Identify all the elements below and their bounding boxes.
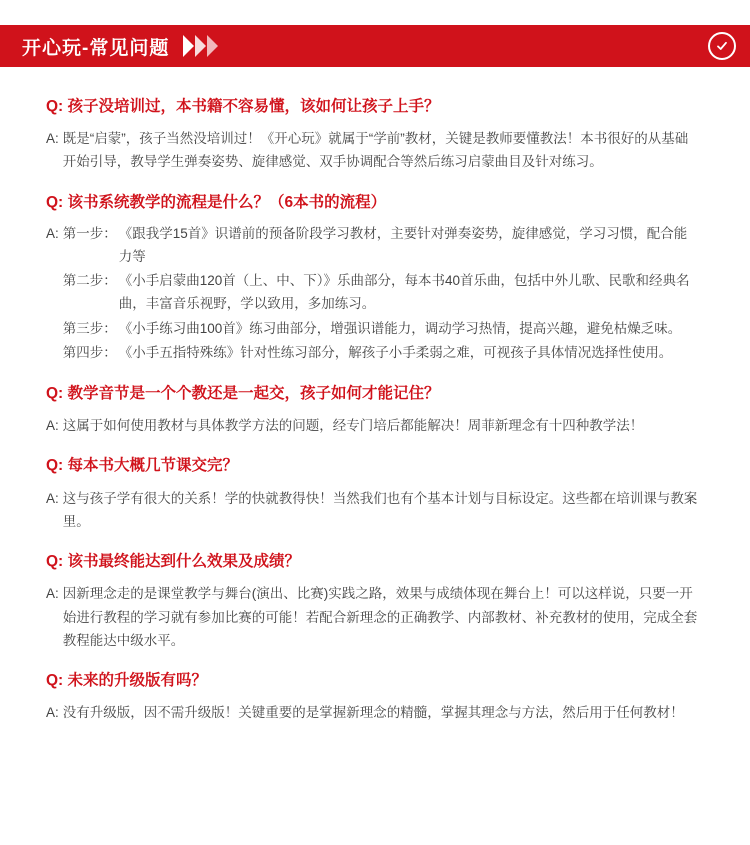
faq-item <box>46 669 700 724</box>
answer-prefix: A: <box>46 225 59 241</box>
faq-content <box>0 67 750 725</box>
faq-answer <box>46 127 700 173</box>
faq-question: Q: 该书系统教学的流程是什么？（6本书的流程） <box>46 193 387 211</box>
faq-answer <box>46 223 700 365</box>
answer-prefix: A: <box>46 131 59 147</box>
answer-prefix: A: <box>46 418 59 434</box>
answer-prefix: A: <box>46 586 59 602</box>
faq-item <box>46 550 700 652</box>
faq-page <box>0 25 750 845</box>
list-item <box>63 342 700 365</box>
faq-question: Q: 孩子没培训过，本书籍不容易懂，该如何让孩子上手？ <box>46 98 440 115</box>
answer-text: 这与孩子学有很大的关系！学的快就教得快！当然我们也有个基本计划与目标设定。这些都在培训课与教案里。 <box>62 490 698 529</box>
step-label: 第二步： <box>62 273 117 289</box>
faq-answer <box>46 582 700 652</box>
list-item <box>63 223 700 268</box>
faq-item <box>46 191 700 365</box>
list-item <box>63 270 700 315</box>
step-label: 第三步： <box>62 320 117 336</box>
faq-question: Q: 教学音节是一个个教还是一起交，孩子如何才能记住？ <box>46 384 440 402</box>
step-label: 第一步： <box>62 225 117 241</box>
faq-item <box>46 382 700 437</box>
step-text: 《小手启蒙曲120首（上、中、下）》乐曲部分，每本书40首乐曲，包括中外儿歌、民歌和经典名曲，丰富音乐视野，学以致用，多加练习。 <box>118 273 690 311</box>
faq-answer <box>46 414 700 437</box>
answer-prefix: A: <box>46 705 59 721</box>
faq-question: Q: 该书最终能达到什么效果及成绩？ <box>46 553 301 571</box>
answer-text: 既是“启蒙”，孩子当然没培训过！《开心玩》就属于“学前”教材，关键是教师要懂教法！本书很好的从基础开始引导，教导学生弹奏姿势、旋律感觉、双手协调配合等然后练习启蒙曲目及针对练习。 <box>62 131 689 170</box>
faq-item <box>46 454 700 533</box>
check-circle-icon <box>708 32 736 60</box>
faq-question: Q: 未来的升级版有吗？ <box>46 672 208 690</box>
answer-text: 没有升级版，因不需升级版！关键重要的是掌握新理念的精髓，掌握其理念与方法，然后用于任何教材！ <box>62 705 684 721</box>
faq-answer <box>46 701 700 724</box>
list-item <box>63 318 700 341</box>
answer-text: 因新理念走的是课堂教学与舞台(演出、比赛)实践之路，效果与成绩体现在舞台上！可以这样说，只要一开始进行教程的学习就有参加比赛的可能！若配合新理念的正确教学、内部教材、补充教材的使用，完成全套教程能达中级水平。 <box>62 586 698 648</box>
step-text: 《跟我学15首》识谱前的预备阶段学习教材，主要针对弹奏姿势，旋律感觉，学习习惯，配合能力等 <box>118 225 688 264</box>
faq-question: Q: 每本书大概几节课交完？ <box>46 457 239 475</box>
step-label: 第四步： <box>62 345 117 361</box>
faq-item <box>46 95 700 174</box>
page-title: 开心玩-常见问题 <box>22 37 170 59</box>
faq-answer <box>46 487 700 533</box>
page-header <box>0 25 750 67</box>
triple-chevron-right-icon <box>183 35 218 57</box>
step-text: 《小手五指特殊练》针对性练习部分，解孩子小手柔弱之难，可视孩子具体情况选择性使用。 <box>118 345 673 361</box>
answer-text: 这属于如何使用教材与具体教学方法的问题，经专门培后都能解决！周菲新理念有十四种教学法！ <box>62 418 644 434</box>
steps-list <box>63 223 700 365</box>
answer-prefix: A: <box>46 490 59 506</box>
step-text: 《小手练习曲100首》练习曲部分，增强识谱能力，调动学习热情，提高兴趣，避免枯燥乏味。 <box>118 320 682 336</box>
